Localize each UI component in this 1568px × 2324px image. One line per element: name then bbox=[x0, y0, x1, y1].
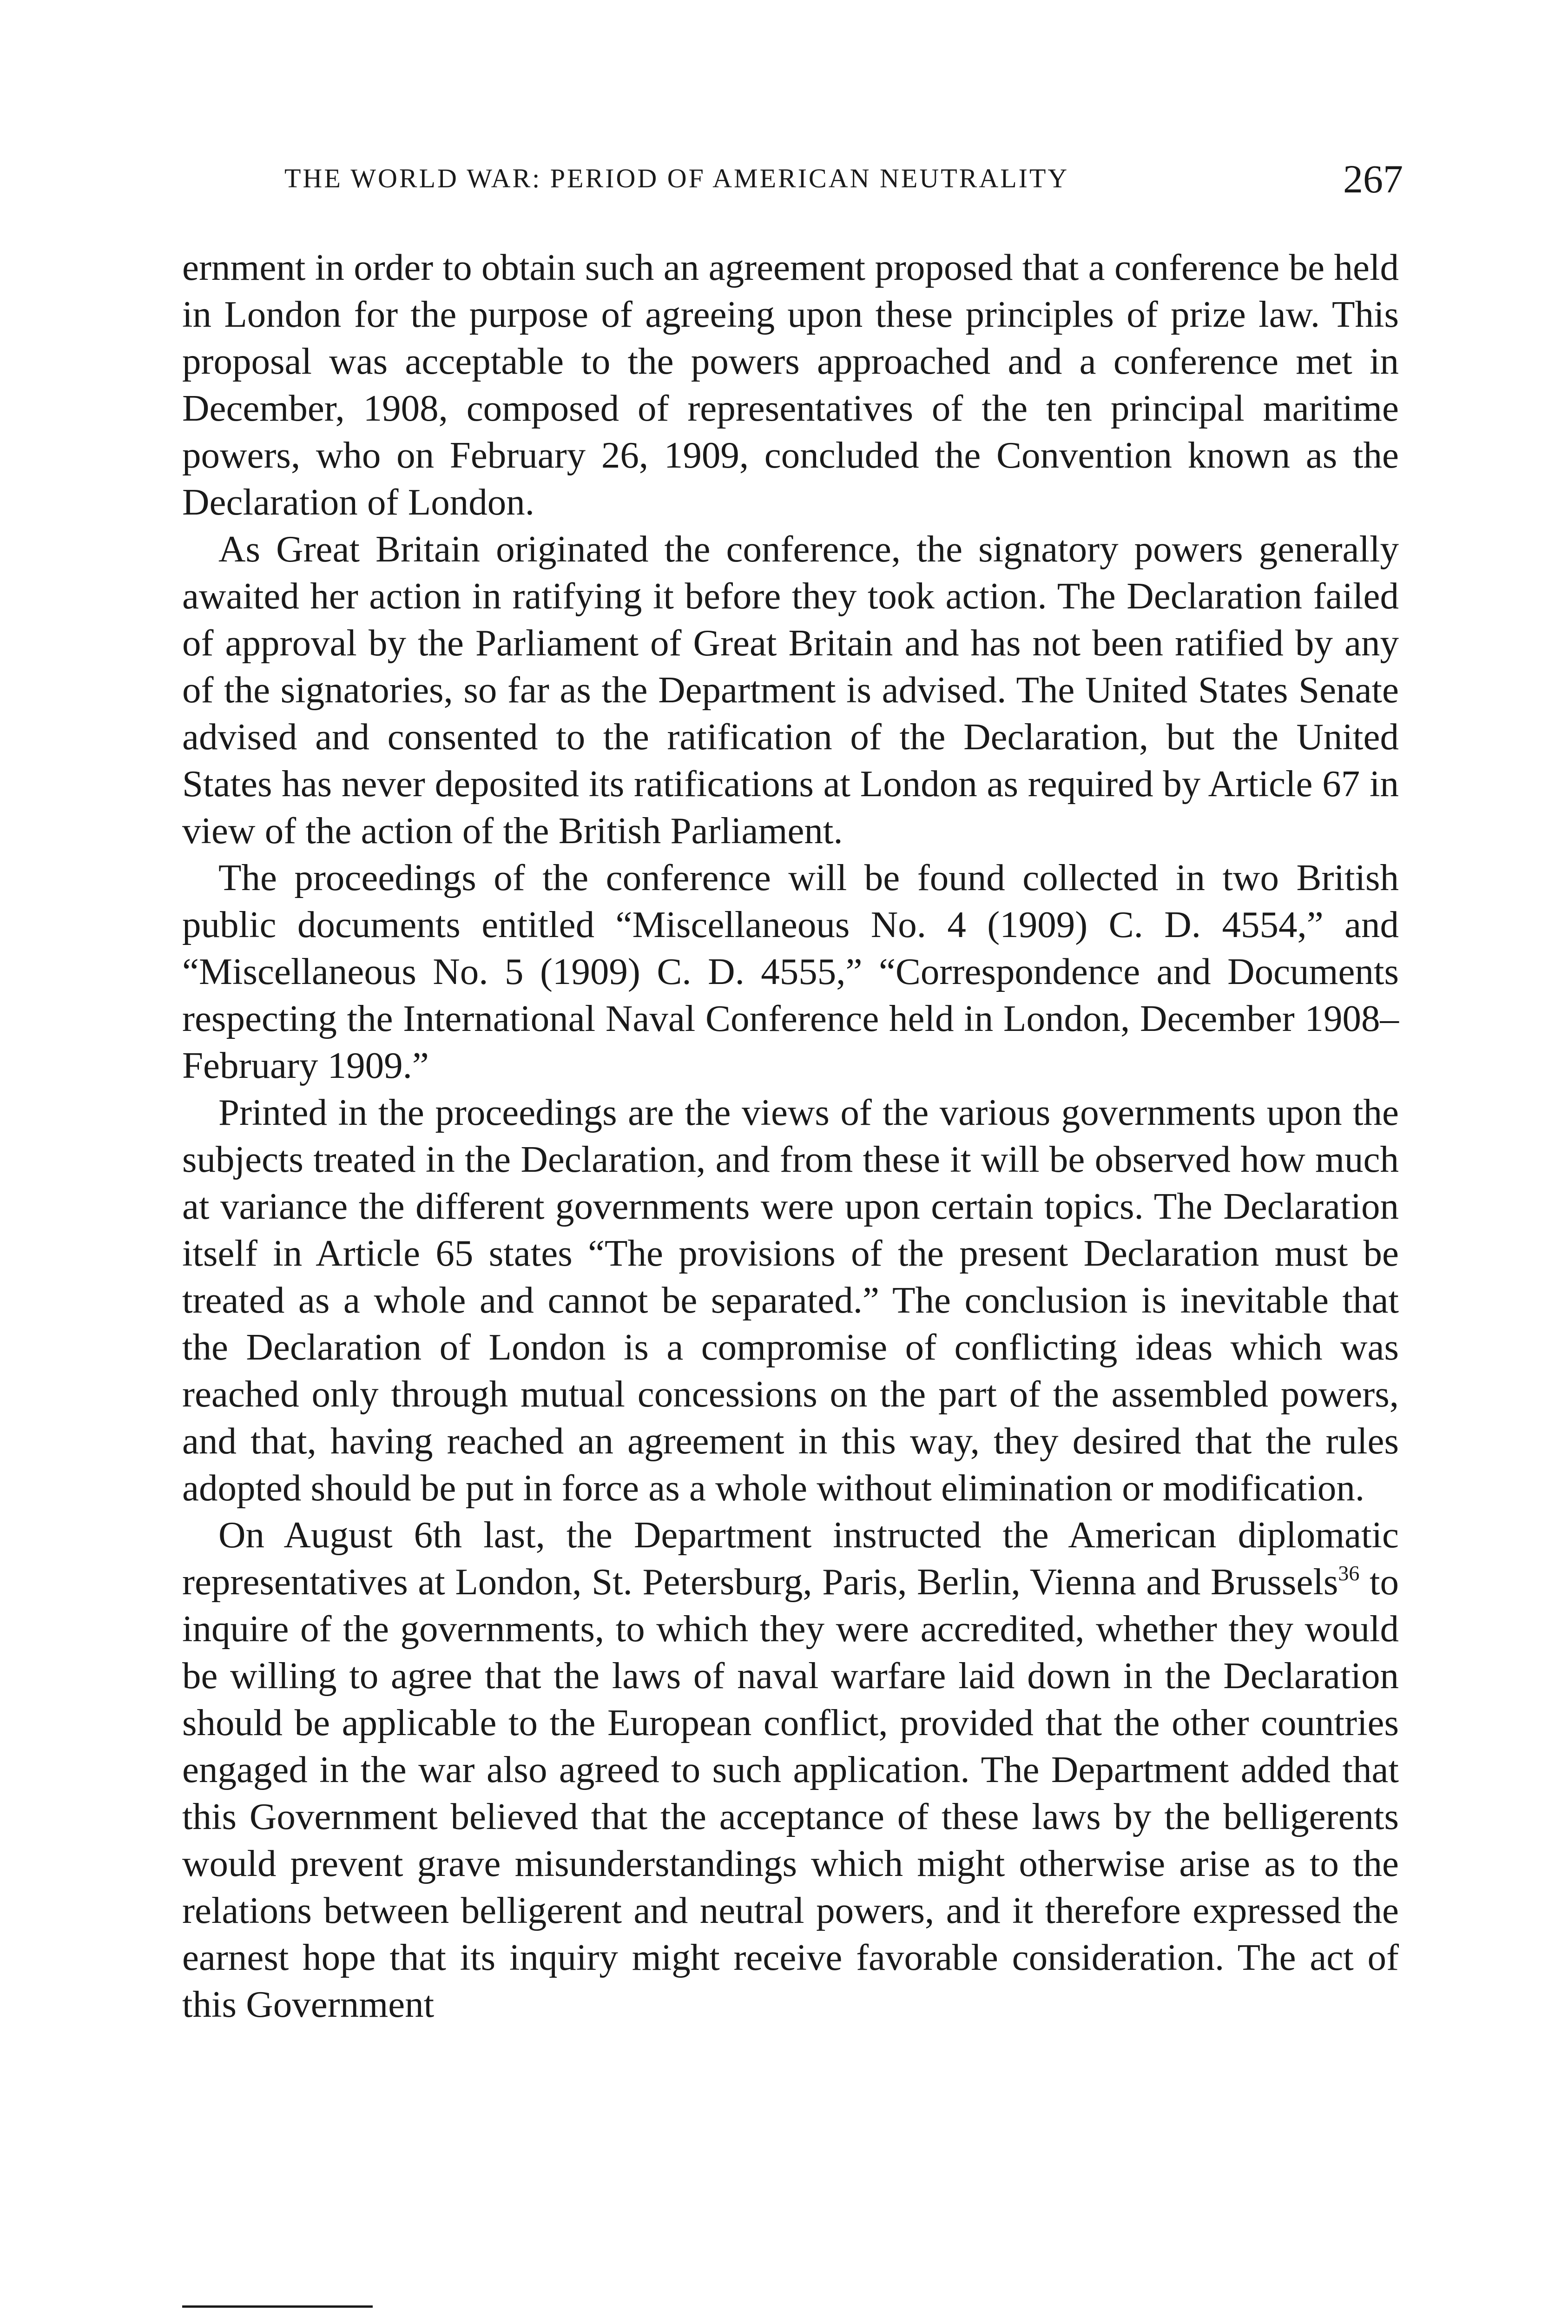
paragraph-3: The proceedings of the conference will be found collected in two British public documents entitled “Miscellaneous No. 4 (1909) C. D. 4554,” and “Miscellaneous No. 5 (1909) C. D. 4555,” “Correspondence and Documents respecting the International Naval Conference held in London, December 1908–February 1909.” bbox=[182, 857, 1399, 1086]
paragraph-1: ernment in order to obtain such an agreement proposed that a conference be held in London for the purpose of agreeing upon these principles of prize law. This proposal was acceptable to the powers approached and a conference met in December, 1908, composed of representatives of the ten principal maritime powers, who on February 26, 1909, concluded the Convention known as the Declaration of London. bbox=[182, 246, 1399, 523]
paragraph-5 bbox=[182, 1512, 1399, 2028]
page-number: 267 bbox=[1343, 157, 1403, 201]
paragraph-5-text-a: On August 6th last, the Department instructed the American diplomatic representatives at London, St. Petersburg, Paris, Berlin, Vienna and Brussels bbox=[182, 1514, 1399, 1603]
footnote-reference-36: 36 bbox=[1338, 1561, 1360, 1585]
body-text bbox=[182, 244, 1399, 2028]
paragraph-4: Printed in the proceedings are the views of the various governments upon the subjects treated in the Declaration, and from these it will be observed how much at variance the different governments were upon certain topics. The Declaration itself in Article 65 states “The provisions of the present Declaration must be treated as a whole and cannot be separated.” The conclusion is inevitable that the Declaration of London is a compromise of conflicting ideas which was reached only through mutual concessions on the part of the assembled powers, and that, having reached an agreement in this way, they desired that the rules adopted should be put in force as a whole without elimination or modification. bbox=[182, 1091, 1399, 1509]
paragraph-2: As Great Britain originated the conference, the signatory powers generally awaited her action in ratifying it before they took action. The Declaration failed of approval by the Parliament of Great Britain and has not been ratified by any of the signatories, so far as the Department is advised. The United States Senate advised and consented to the ratification of the Declaration, but the United States has never deposited its ratifications at London as required by Article 67 in view of the action of the British Parliament. bbox=[182, 528, 1399, 852]
running-head-title: THE WORLD WAR: PERIOD OF AMERICAN NEUTRALITY bbox=[284, 163, 1069, 193]
paragraph-5-text-b: to inquire of the governments, to which they were accredited, whether they would be willing to agree that the laws of naval warfare laid down in the Declaration should be applicable to the European conflict, provided that the other countries engaged in the war also agreed to such application. The Department added that this Government believed that the acceptance of these laws by the belligerents would prevent grave misunderstandings which might otherwise arise as to the relations between belligerent and neutral powers, and it therefore expressed the earnest hope that its inquiry might receive favorable consideration. The act of this Government bbox=[182, 1561, 1399, 2025]
footnote-divider bbox=[182, 2305, 373, 2308]
